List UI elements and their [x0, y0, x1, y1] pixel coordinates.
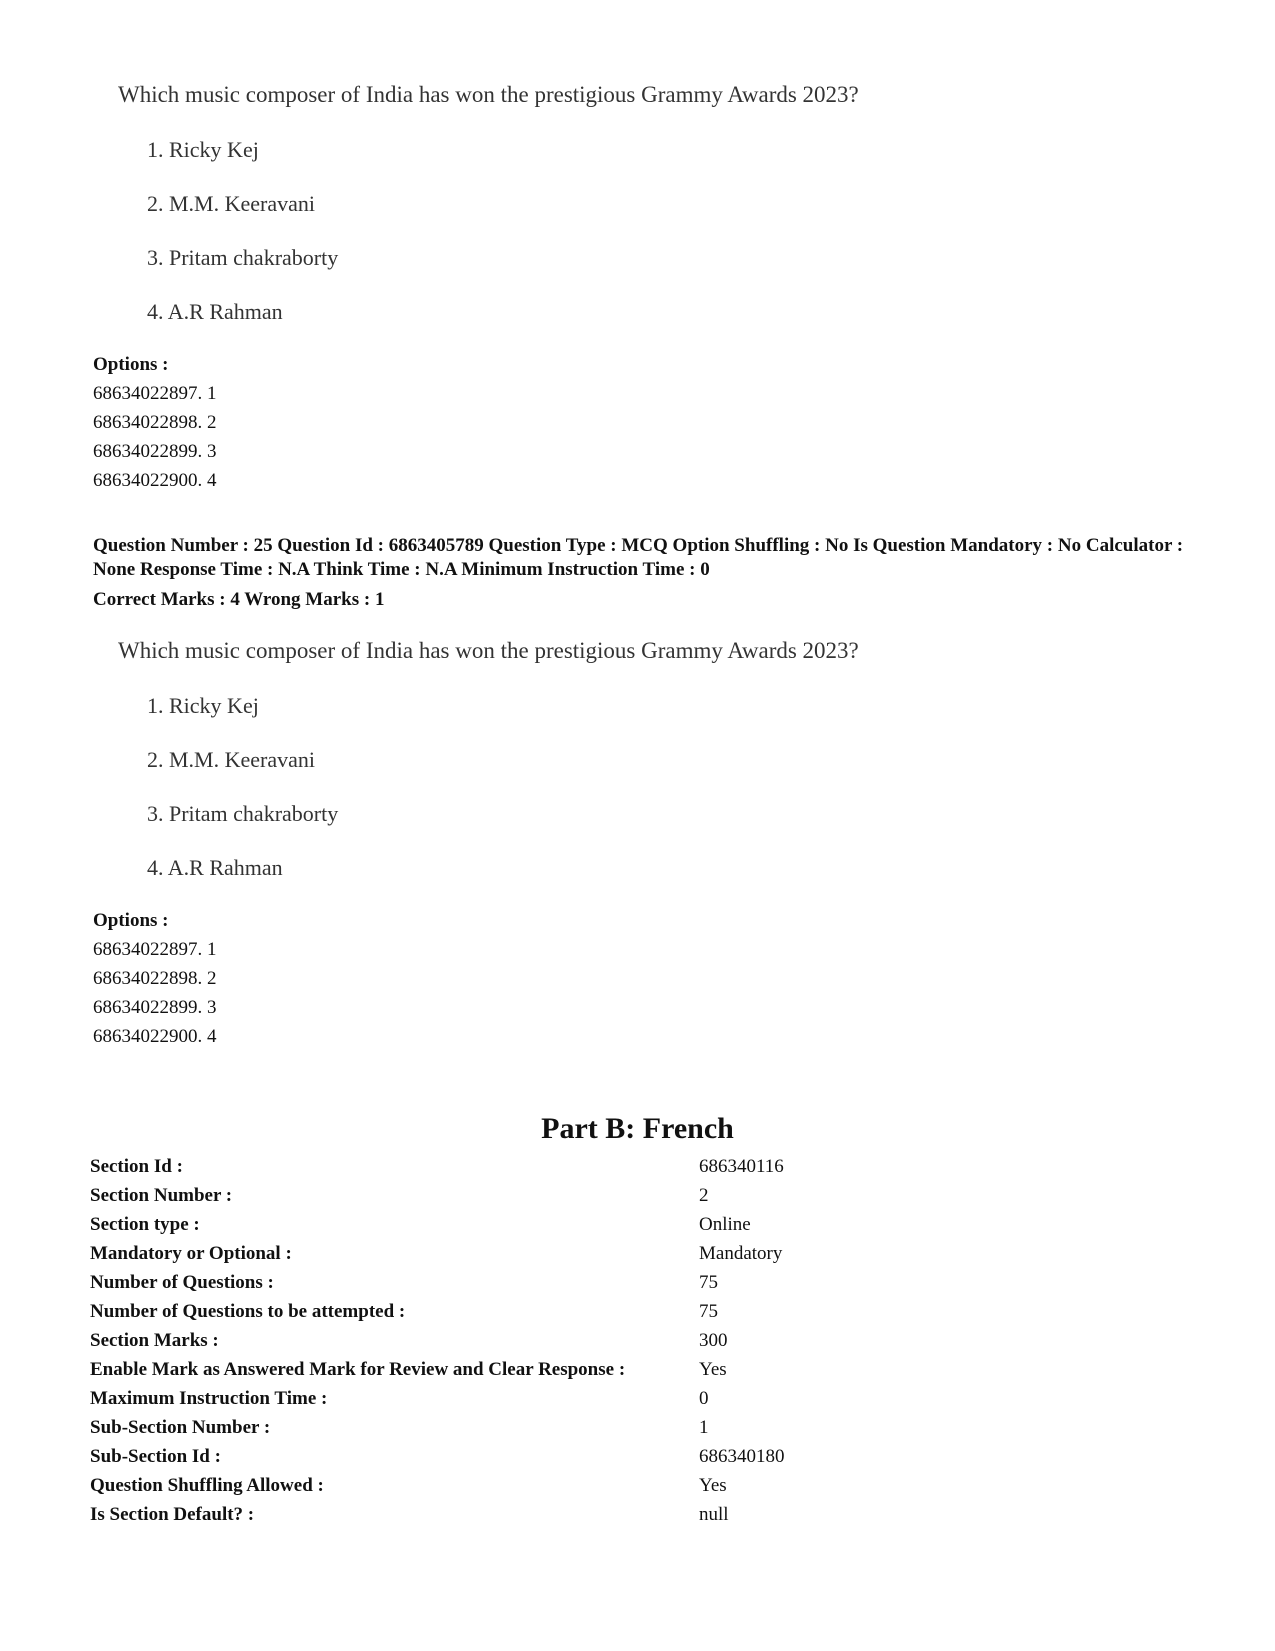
section-value: null — [699, 1504, 729, 1525]
section-value: Yes — [699, 1359, 727, 1380]
section-value: 75 — [699, 1272, 718, 1293]
option-line: 68634022899. 3 — [93, 441, 217, 462]
section-value: 0 — [699, 1388, 709, 1409]
section-value: 686340116 — [699, 1156, 784, 1177]
section-value: Mandatory — [699, 1243, 783, 1264]
question-text: Which music composer of India has won the prestigious Grammy Awards 2023? — [118, 82, 859, 107]
option-line: 68634022897. 1 — [93, 939, 217, 960]
option-line: 68634022898. 2 — [93, 412, 217, 433]
section-key: Enable Mark as Answered Mark for Review and Clear Response : — [90, 1359, 626, 1380]
choice-3: 3. Pritam chakraborty — [147, 801, 339, 826]
section-key: Mandatory or Optional : — [90, 1243, 292, 1264]
options-label: Options : — [93, 910, 169, 931]
section-key: Number of Questions : — [90, 1272, 274, 1293]
question-meta: Question Number : 25 Question Id : 6863405789 Question Type : MCQ Option Shuffling : No Is Question Mandatory : No Calculator : None Response Time : N.A Think Time : N.A Minimum Instruction Time : 0 — [93, 535, 1184, 580]
section-key: Section Number : — [90, 1185, 233, 1206]
section-key: Question Shuffling Allowed : — [90, 1475, 324, 1496]
section-key: Section type : — [90, 1214, 200, 1235]
section-key: Maximum Instruction Time : — [90, 1388, 328, 1409]
section-key: Sub-Section Number : — [90, 1417, 271, 1438]
section-value: 300 — [699, 1330, 728, 1351]
option-line: 68634022900. 4 — [93, 470, 217, 491]
option-line: 68634022897. 1 — [93, 383, 217, 404]
choice-4: 4. A.R Rahman — [147, 855, 283, 880]
section-value: 75 — [699, 1301, 718, 1322]
option-line: 68634022898. 2 — [93, 968, 217, 989]
choice-2: 2. M.M. Keeravani — [147, 191, 316, 216]
choice-1: 1. Ricky Kej — [147, 137, 259, 162]
option-line: 68634022900. 4 — [93, 1026, 217, 1047]
section-key: Section Id : — [90, 1156, 183, 1177]
section-value: Online — [699, 1214, 751, 1235]
part-title: Part B: French — [541, 1112, 734, 1145]
section-key: Number of Questions to be attempted : — [90, 1301, 406, 1322]
section-value: 1 — [699, 1417, 709, 1438]
choice-4: 4. A.R Rahman — [147, 299, 283, 324]
choice-3: 3. Pritam chakraborty — [147, 245, 339, 270]
choice-1: 1. Ricky Kej — [147, 693, 259, 718]
section-value: 2 — [699, 1185, 709, 1206]
section-key: Is Section Default? : — [90, 1504, 255, 1525]
section-key: Sub-Section Id : — [90, 1446, 221, 1467]
section-value: 686340180 — [699, 1446, 785, 1467]
options-label: Options : — [93, 354, 169, 375]
marks-meta: Correct Marks : 4 Wrong Marks : 1 — [93, 589, 385, 610]
choice-2: 2. M.M. Keeravani — [147, 747, 316, 772]
option-line: 68634022899. 3 — [93, 997, 217, 1018]
question-text: Which music composer of India has won the prestigious Grammy Awards 2023? — [118, 638, 859, 663]
section-key: Section Marks : — [90, 1330, 219, 1351]
section-value: Yes — [699, 1475, 727, 1496]
